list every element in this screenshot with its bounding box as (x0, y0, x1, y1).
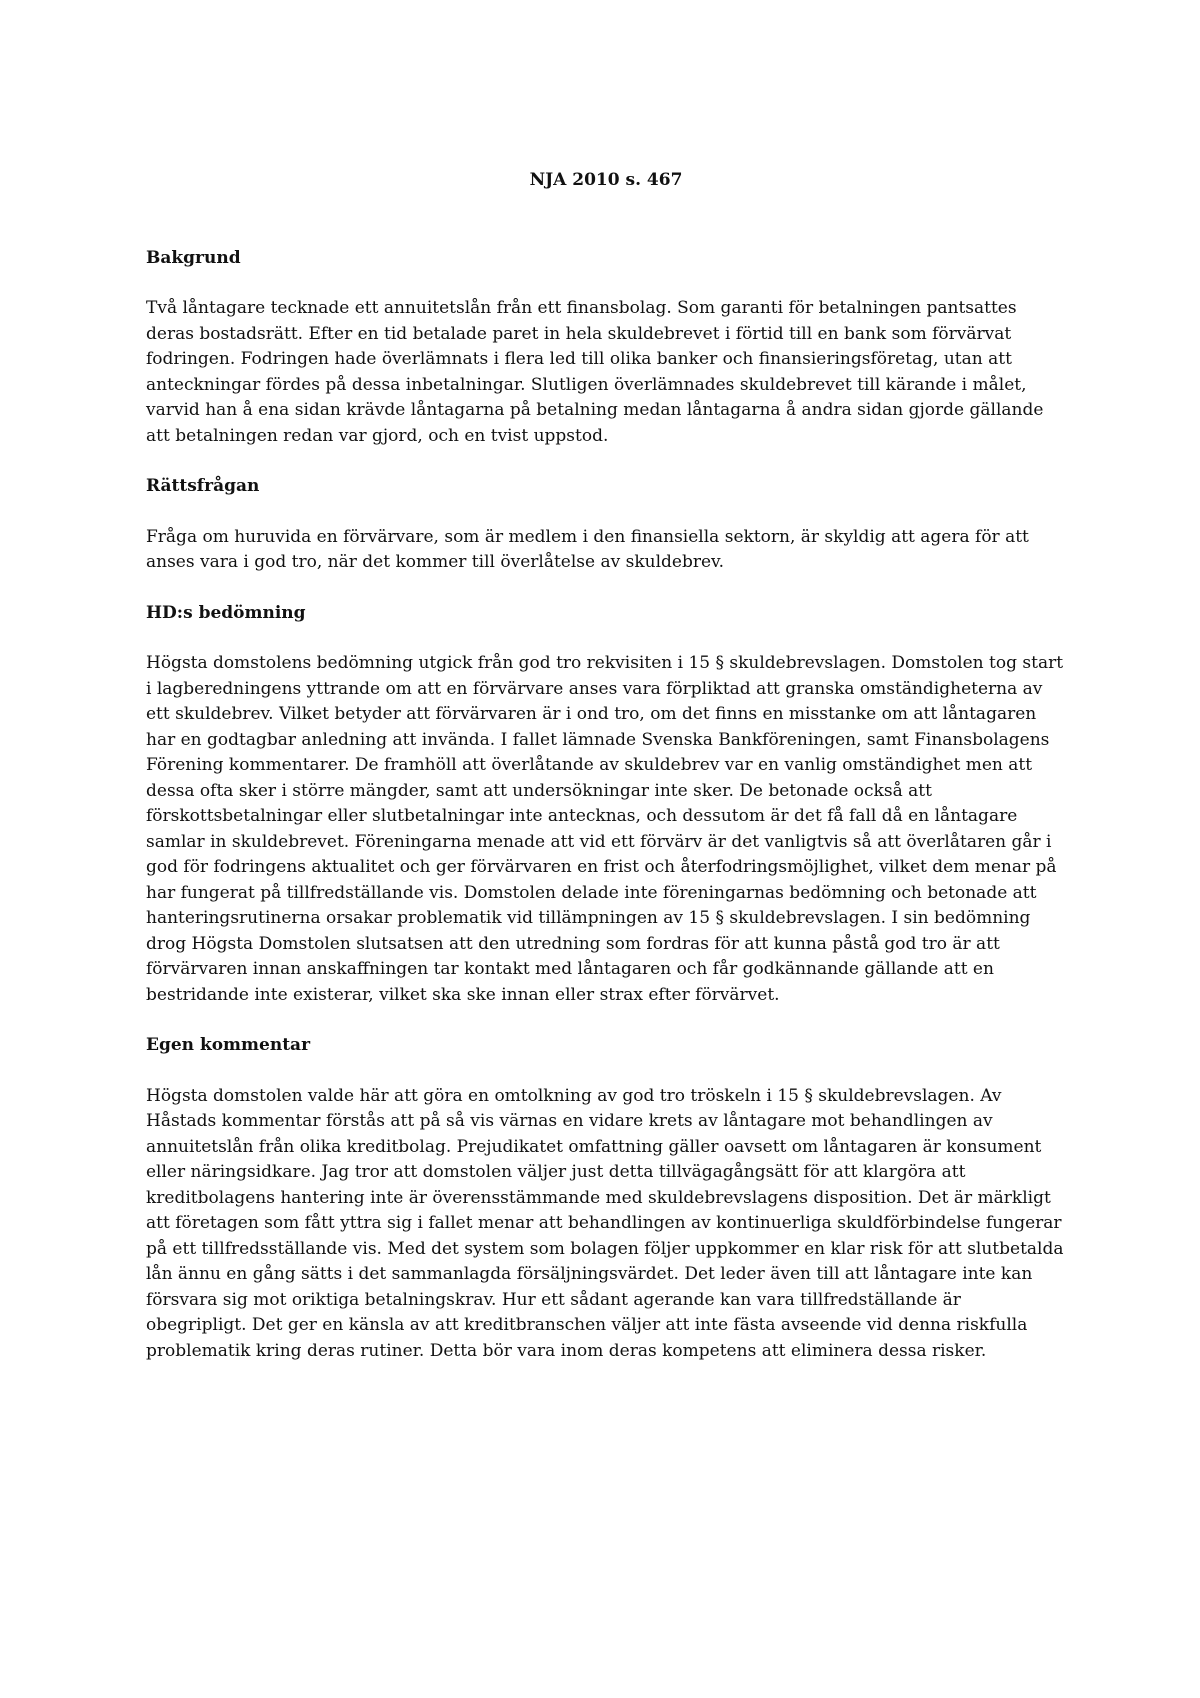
section-body (146, 296, 1066, 449)
section-heading: Egen kommentar (146, 1035, 311, 1055)
paragraph: Två låntagare tecknade ett annuitetslån från ett finansbolag. Som garanti för betalningen pantsattes deras bostadsrätt. Efter en tid betalade paret in hela skuldebrevet i förtid till en bank som förvärvat fodringen. Fodringen hade överlämnats i flera led till olika banker och finansieringsföretag, utan att anteckningar fördes på dessa inbetalningar. Slutligen överlämnades skuldebrevet till kärande i målet, varvid han å ena sidan krävde låntagarna på betalning medan låntagarna å andra sidan gjorde gällande att betalningen redan var gjord, och en tvist uppstod. (146, 298, 1044, 446)
section-body (146, 1084, 1066, 1365)
document-title: NJA 2010 s. 467 (529, 170, 683, 190)
section-heading: Rättsfrågan (146, 476, 260, 496)
section-bakgrund (146, 246, 1066, 450)
document-page (146, 168, 1066, 1389)
section-egen-kommentar (146, 1033, 1066, 1364)
paragraph: Högsta domstolens bedömning utgick från god tro rekvisiten i 15 § skuldebrevslagen. Domstolen tog start i lagberedningens yttrande om att en förvärvare anses vara förpliktad att granska omständigheterna av ett skuldebrev. Vilket betyder att förvärvaren är i ond tro, om det finns en misstanke om att låntagaren har en godtagbar anledning att invända. I fallet lämnade Svenska Bankföreningen, samt Finansbolagens Förening kommentarer. De framhöll att överlåtande av skuldebrev var en vanlig omständighet men att dessa ofta sker i större mängder, samt att undersökningar inte sker. De betonade också att förskottsbetalningar eller slutbetalningar inte antecknas, och dessutom är det få fall då en låntagare samlar in skuldebrevet. Föreningarna menade att vid ett förvärv är det vanligtvis så att överlåtaren går i god för fodringens aktualitet och ger förvärvaren en frist och återfodringsmöjlighet, vilket dem menar på har fungerat på tillfredställande vis. Domstolen delade inte föreningarnas bedömning och betonade att hanteringsrutinerna orsakar problematik vid tillämpningen av 15 § skuldebrevslagen. I sin bedömning drog Högsta Domstolen slutsatsen att den utredning som fordras för att kunna påstå god tro är att förvärvaren innan anskaffningen tar kontakt med låntagaren och får godkännande gällande att en bestridande inte existerar, vilket ska ske innan eller strax efter förvärvet. (146, 653, 1064, 1005)
paragraph: Högsta domstolen valde här att göra en omtolkning av god tro tröskeln i 15 § skuldebrevslagen. Av Håstads kommentar förstås att på så vis värnas en vidare krets av låntagare mot behandlingen av annuitetslån från olika kreditbolag. Prejudikatet omfattning gäller oavsett om låntagaren är konsument eller näringsidkare. Jag tror att domstolen väljer just detta tillvägagångsätt för att klargöra att kreditbolagens hantering inte är överensstämmande med skuldebrevslagens disposition. Det är märkligt att företagen som fått yttra sig i fallet menar att behandlingen av kontinuerliga skuldförbindelse fungerar på ett tillfredsställande vis. Med det system som bolagen följer uppkommer en klar risk för att slutbetalda lån ännu en gång sätts i det sammanlagda försäljningsvärdet. Det leder även till att låntagare inte kan försvara sig mot oriktiga betalningskrav. Hur ett sådant agerande kan vara tillfredställande är obegripligt. Det ger en känsla av att kreditbranschen väljer att inte fästa avseende vid denna riskfulla problematik kring deras rutiner. Detta bör vara inom deras kompetens att eliminera dessa risker. (146, 1085, 1064, 1361)
section-heading: Bakgrund (146, 247, 241, 268)
section-rattsfragan (146, 474, 1066, 576)
section-body (146, 651, 1066, 1008)
section-body (146, 525, 1066, 576)
section-heading: HD:s bedömning (146, 602, 306, 623)
paragraph: Fråga om huruvida en förvärvare, som är medlem i den finansiella sektorn, är skyldig att agera för att anses vara i god tro, när det kommer till överlåtelse av skuldebrev. (146, 526, 1029, 572)
section-hd-bedomning (146, 601, 1066, 1009)
